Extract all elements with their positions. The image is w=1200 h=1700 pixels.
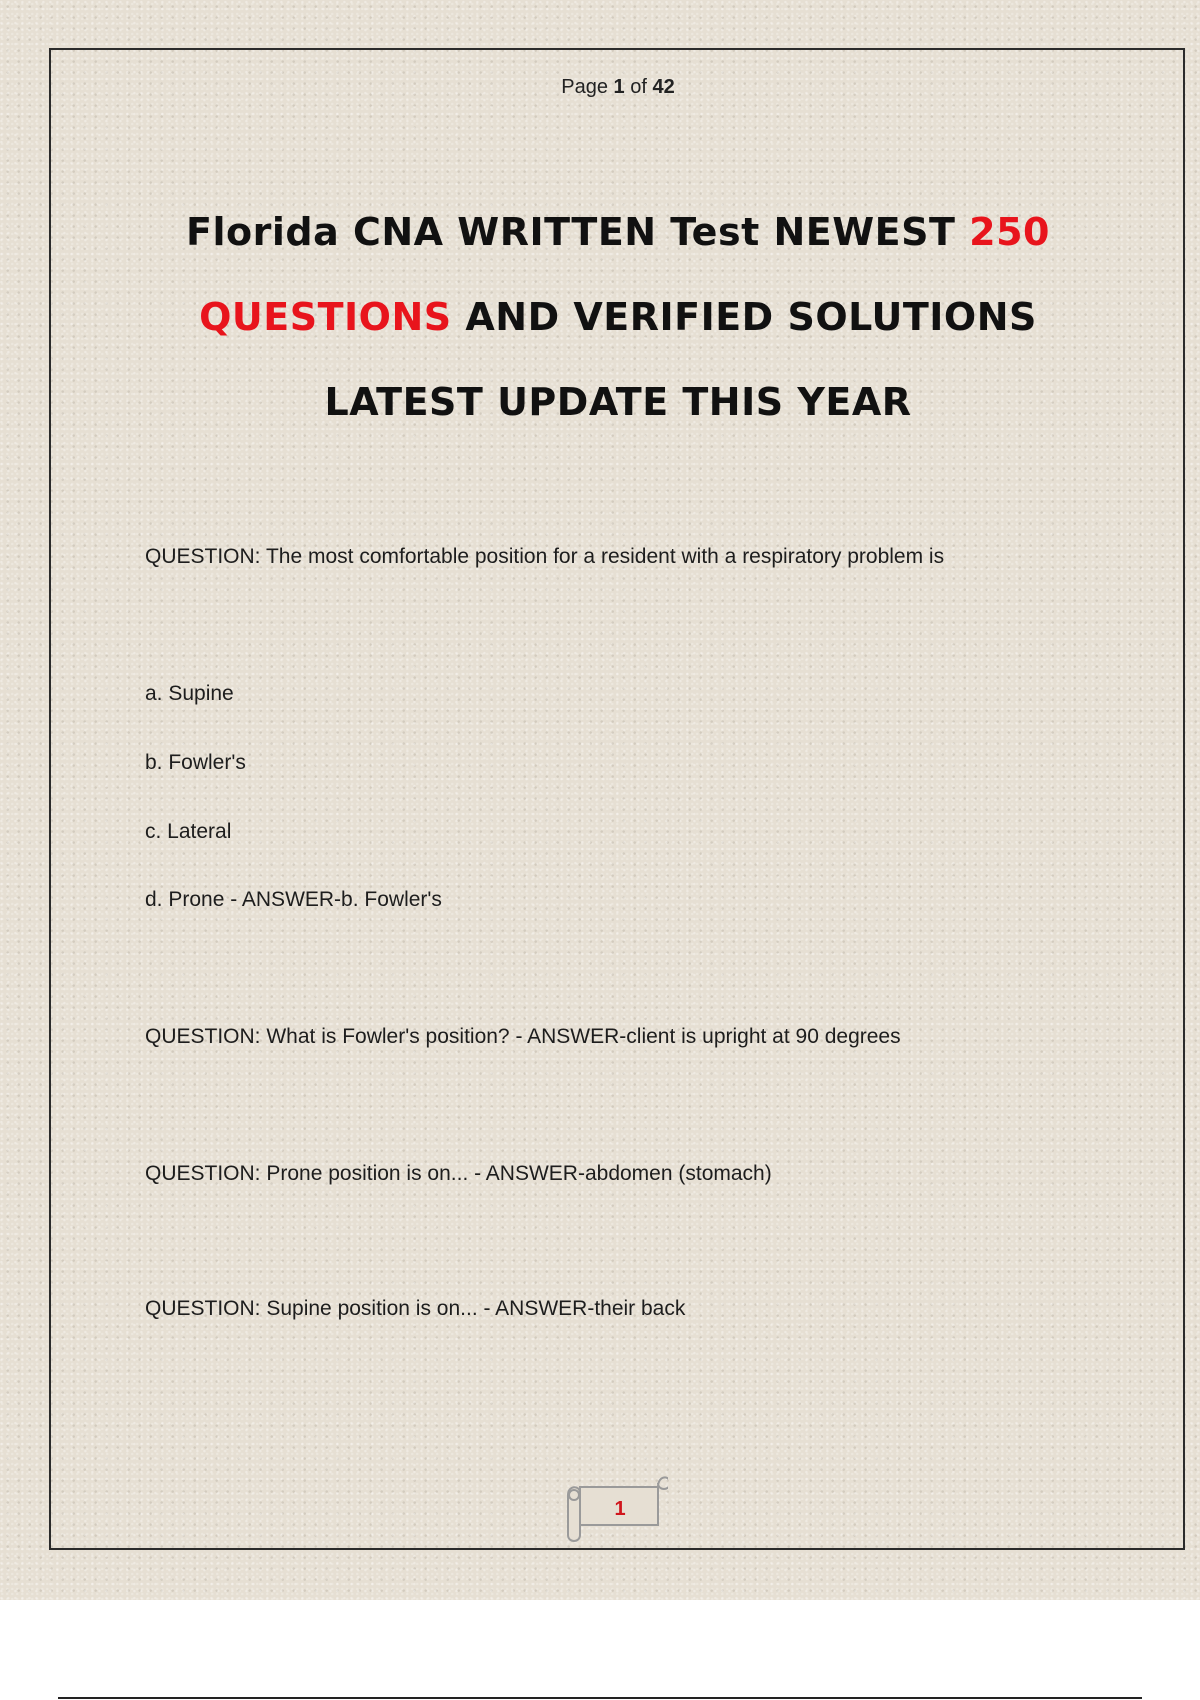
- bottom-divider: [58, 1697, 1142, 1699]
- page-counter: [0, 76, 1200, 99]
- title-line-2: [90, 275, 1146, 360]
- title-line-1: [90, 190, 1146, 275]
- footer-page-number: 1: [614, 1498, 626, 1520]
- title-line-1-text: Florida CNA WRITTEN Test NEWEST: [186, 210, 970, 254]
- option-a: a. Supine: [145, 682, 234, 705]
- page-of: of: [624, 76, 653, 98]
- option-d-answer: d. Prone - ANSWER-b. Fowler's: [145, 888, 442, 911]
- question-2: QUESTION: What is Fowler's position? - ANSWER-client is upright at 90 degrees: [145, 1025, 901, 1048]
- title-line-2-text: AND VERIFIED SOLUTIONS: [451, 295, 1037, 339]
- page-total: 42: [652, 76, 675, 98]
- page-current: 1: [613, 76, 625, 98]
- option-c: c. Lateral: [145, 820, 232, 843]
- title-line-3: LATEST UPDATE THIS YEAR: [324, 380, 912, 424]
- title-count: 250: [969, 210, 1050, 254]
- option-b: b. Fowler's: [145, 751, 246, 774]
- question-3: QUESTION: Prone position is on... - ANSWER-abdomen (stomach): [145, 1162, 772, 1185]
- question-1: QUESTION: The most comfortable position for a resident with a respiratory problem is: [145, 545, 945, 568]
- page-prefix: Page: [561, 76, 614, 98]
- question-4: QUESTION: Supine position is on... - ANSWER-their back: [145, 1297, 686, 1320]
- document-title: [90, 190, 1146, 445]
- title-questions-word: QUESTIONS: [199, 295, 452, 339]
